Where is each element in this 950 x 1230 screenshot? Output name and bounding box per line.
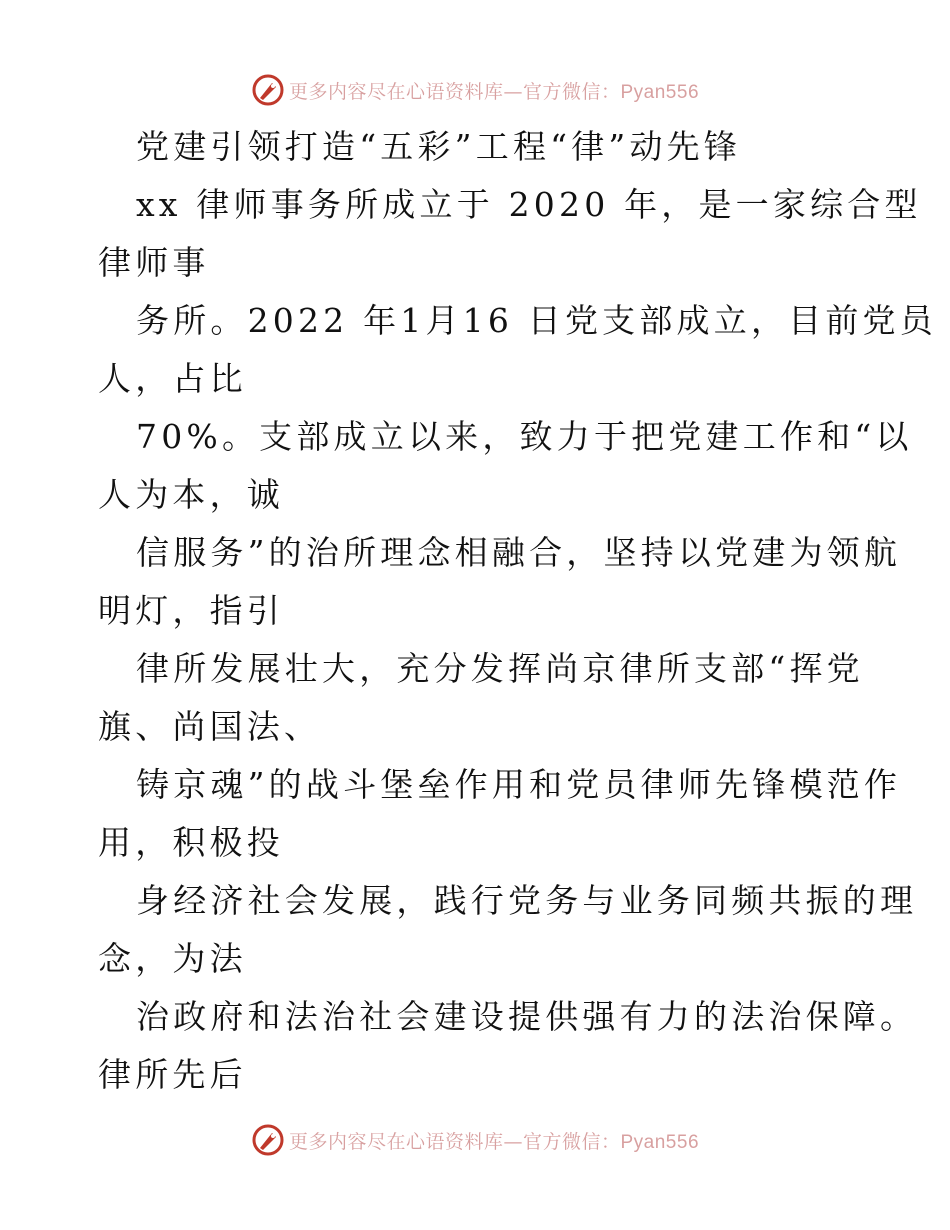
header-watermark-text xyxy=(289,77,699,104)
header-watermark-dash: — xyxy=(503,80,523,103)
footer-watermark-contact: 官方微信： xyxy=(522,1130,621,1153)
header-watermark-handle: Pyan556 xyxy=(620,81,700,103)
paragraph-line: 念，为法 xyxy=(98,939,247,978)
paragraph-line: 律师事 xyxy=(98,243,210,282)
paragraph-line: 律所先后 xyxy=(98,1055,247,1094)
paragraph-line: xx 律师事务所成立于 2020 年，是一家综合型 xyxy=(136,185,922,224)
header-watermark-label: 更多内容尽在心语资料库 xyxy=(288,80,504,103)
header-watermark xyxy=(0,70,950,110)
footer-watermark-text xyxy=(289,1127,699,1154)
paragraph-line: 信服务”的治所理念相融合，坚持以党建为领航 xyxy=(136,533,902,572)
paragraph-line: 人，占比 xyxy=(98,359,247,398)
paragraph-line: 70%。支部成立以来，致力于把党建工作和“以 xyxy=(136,417,913,456)
paragraph-line: 身经济社会发展，践行党务与业务同频共振的理 xyxy=(136,881,918,920)
footer-watermark-dash: — xyxy=(503,1130,523,1153)
paragraph-line: 明灯，指引 xyxy=(98,591,284,630)
paragraph-line: 旗、尚国法、 xyxy=(98,707,322,746)
document-title: 党建引领打造“五彩”工程“律”动先锋 xyxy=(136,127,742,166)
paragraph-line: 律所发展壮大，充分发挥尚京律所支部“挥党 xyxy=(136,649,864,688)
paragraph-line: 务所。2022 年1月16 日党支部成立，目前党员 xyxy=(136,301,937,340)
pen-nib-logo-icon xyxy=(251,73,285,107)
footer-watermark-handle: Pyan556 xyxy=(620,1131,700,1153)
paragraph-line: 治政府和法治社会建设提供强有力的法治保障。 xyxy=(136,997,918,1036)
footer-watermark-label: 更多内容尽在心语资料库 xyxy=(288,1130,504,1153)
paragraph-line: 用，积极投 xyxy=(98,823,284,862)
paragraph-line: 铸京魂”的战斗堡垒作用和党员律师先锋模范作 xyxy=(136,765,902,804)
paragraph-line: 人为本，诚 xyxy=(98,475,284,514)
footer-watermark xyxy=(0,1120,950,1160)
pen-nib-logo-icon xyxy=(251,1123,285,1157)
header-watermark-contact: 官方微信： xyxy=(522,80,621,103)
